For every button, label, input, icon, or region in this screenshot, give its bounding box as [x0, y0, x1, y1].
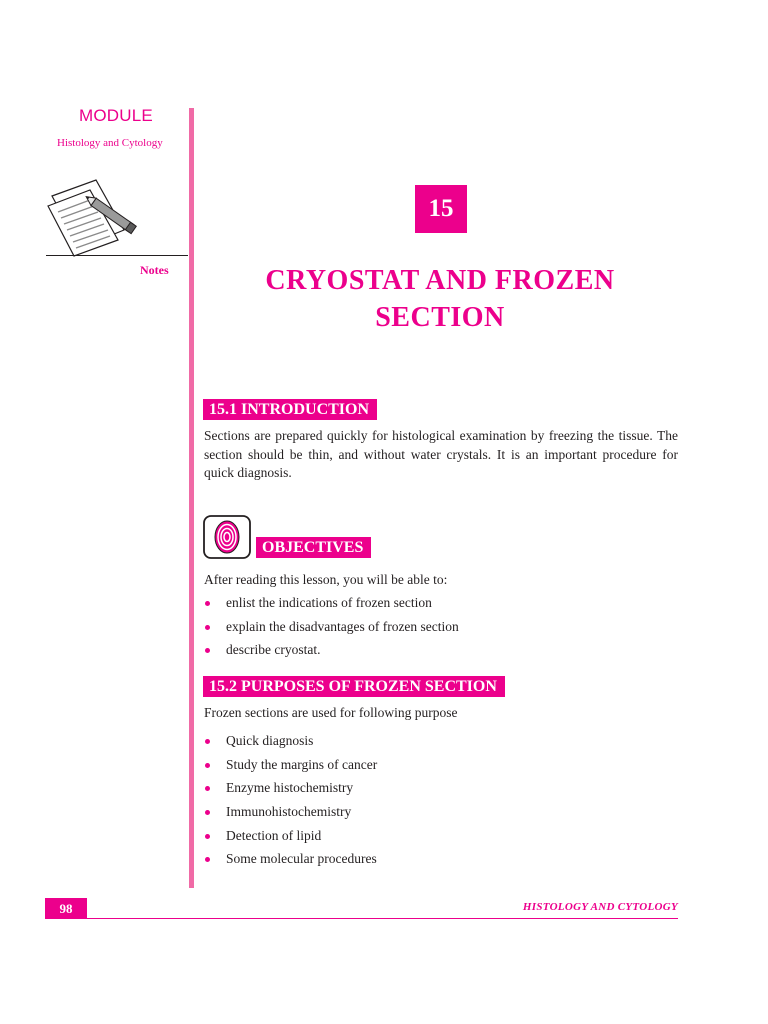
purposes-intro: Frozen sections are used for following purpose	[204, 705, 458, 720]
bullet-icon	[205, 786, 210, 791]
chapter-title	[210, 262, 670, 336]
target-icon	[203, 515, 251, 559]
page-number: 98	[45, 898, 87, 919]
bullet-icon	[205, 834, 210, 839]
introduction-heading: 15.1 INTRODUCTION	[203, 399, 377, 420]
objectives-intro: After reading this lesson, you will be able to:	[204, 572, 448, 587]
list-item: Enzyme histochemistry	[204, 779, 377, 803]
bullet-icon	[205, 601, 210, 606]
list-item: explain the disadvantages of frozen section	[204, 618, 459, 642]
notepad-pencil-icon	[44, 178, 144, 258]
list-item: Study the margins of cancer	[204, 756, 377, 780]
chapter-title-line2: SECTION	[375, 302, 505, 333]
module-subtitle: Histology and Cytology	[57, 137, 163, 149]
purposes-heading: 15.2 PURPOSES OF FROZEN SECTION	[203, 676, 505, 697]
bullet-icon	[205, 763, 210, 768]
notes-divider	[46, 255, 188, 256]
chapter-number: 15	[415, 185, 467, 233]
running-title: HISTOLOGY AND CYTOLOGY	[522, 901, 678, 913]
bullet-icon	[205, 739, 210, 744]
list-item: Detection of lipid	[204, 827, 377, 851]
bullet-icon	[205, 625, 210, 630]
list-item: Immunohistochemistry	[204, 803, 377, 827]
module-label: MODULE	[79, 106, 153, 125]
list-item: Quick diagnosis	[204, 732, 377, 756]
objectives-list	[204, 594, 459, 665]
chapter-title-line1: CRYOSTAT AND FROZEN	[265, 265, 615, 296]
footer-rule	[45, 918, 678, 919]
bullet-icon	[205, 857, 210, 862]
list-item: describe cryostat.	[204, 641, 459, 665]
list-item: enlist the indications of frozen section	[204, 594, 459, 618]
introduction-text: Sections are prepared quickly for histological examination by freezing the tissue. The section should be thin, and without water crystals. It is an important procedure for quick diagnosis.	[204, 428, 678, 480]
purposes-list	[204, 732, 377, 874]
bullet-icon	[205, 810, 210, 815]
bullet-icon	[205, 648, 210, 653]
list-item: Some molecular procedures	[204, 850, 377, 874]
objectives-heading: OBJECTIVES	[256, 537, 371, 558]
notes-label: Notes	[140, 263, 169, 277]
margin-bar	[189, 108, 194, 888]
